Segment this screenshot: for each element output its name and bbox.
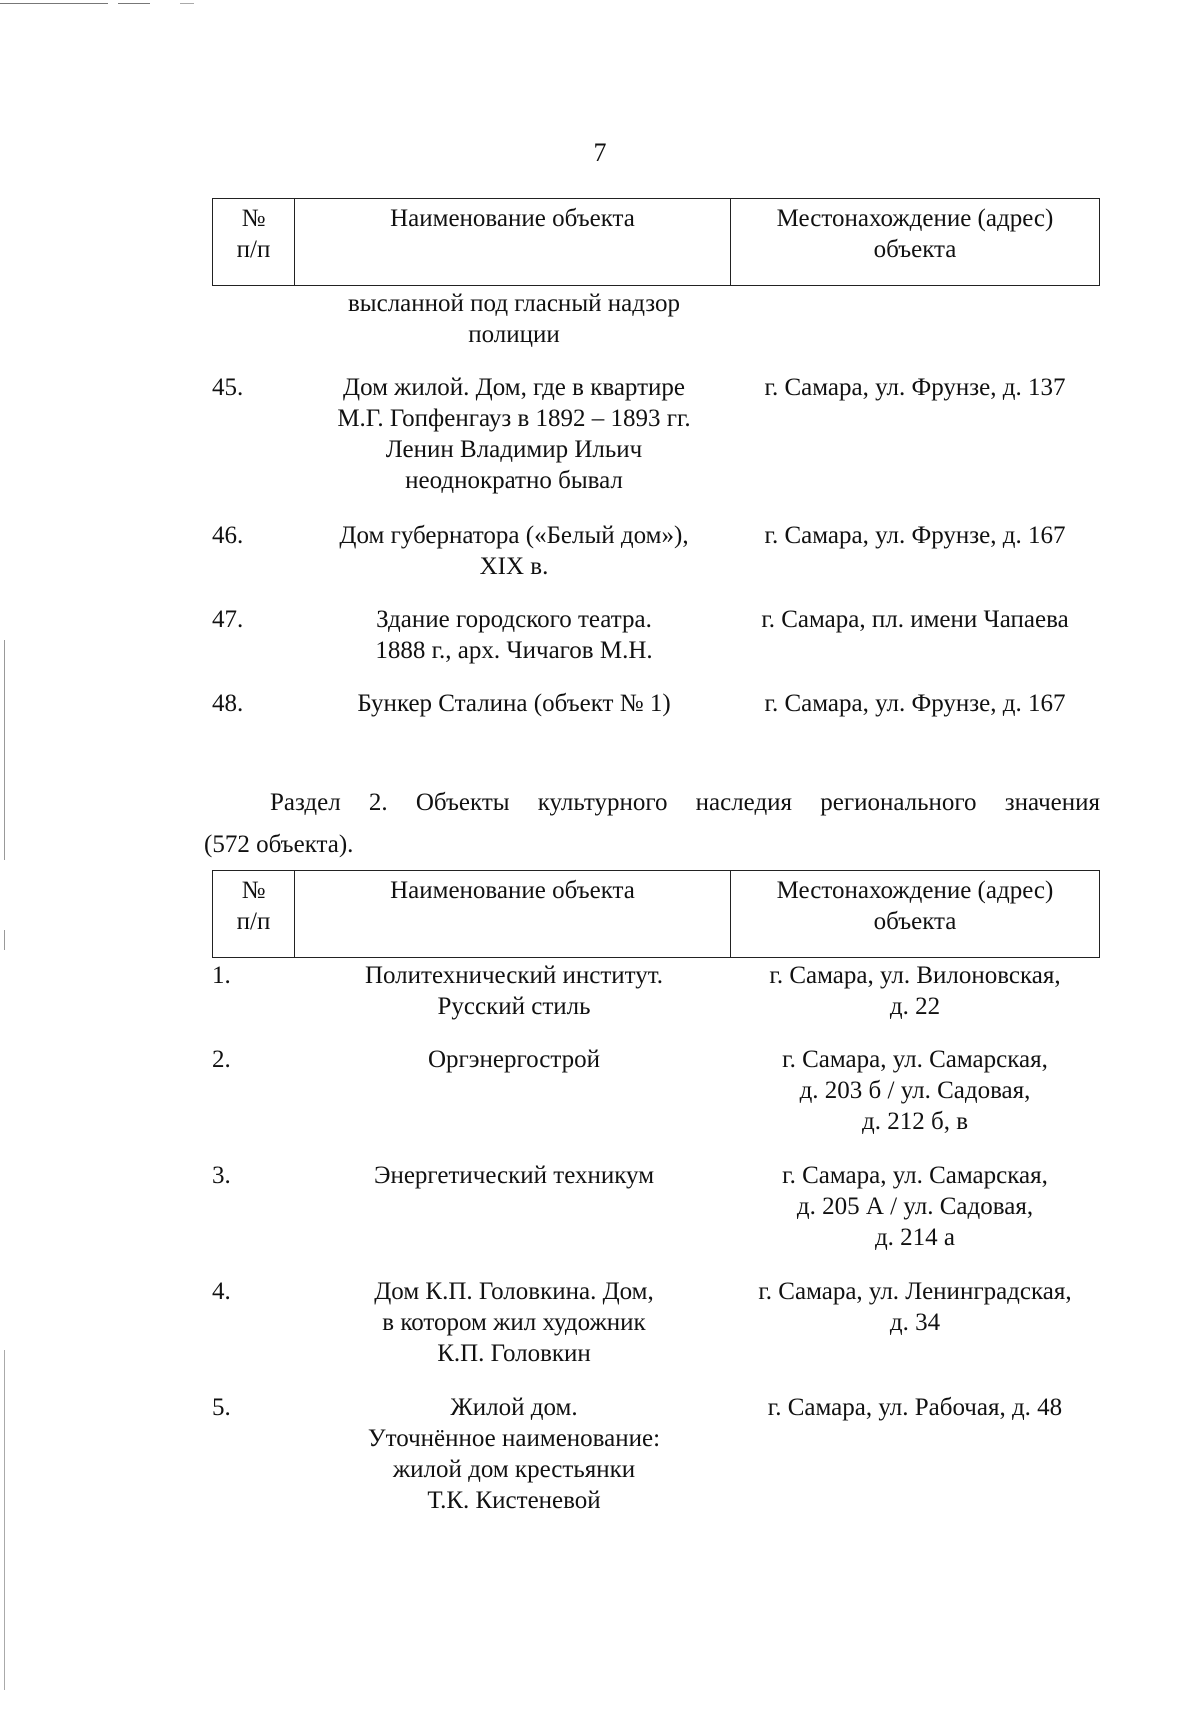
row-1-address: г. Самара, ул. Вилоновская, д. 22: [769, 962, 1061, 1020]
table1-header: [212, 198, 1100, 286]
section-2-heading: [204, 782, 1100, 866]
row-46-address: г. Самара, ул. Фрунзе, д. 167: [764, 522, 1066, 549]
header-address-2: [731, 871, 1099, 957]
table2-header: [212, 870, 1100, 958]
header-name-label: Наименование объекта: [390, 205, 635, 232]
scan-mark-top-2: [118, 3, 150, 4]
header-num-label: № п/п: [236, 205, 271, 263]
row-2-num: 2.: [212, 1046, 231, 1073]
row-5-name: Жилой дом. Уточнённое наименование: жилой дом крестьянки Т.К. Кистеневой: [367, 1394, 661, 1514]
page-number: 7: [593, 138, 607, 167]
row-5-address: г. Самара, ул. Рабочая, д. 48: [767, 1394, 1063, 1421]
header-num-label-2: № п/п: [236, 877, 271, 935]
row-45-name: Дом жилой. Дом, где в квартире М.Г. Гопфенгауз в 1892 – 1893 гг. Ленин Владимир Ильич неоднократно бывал: [337, 374, 691, 494]
header-name-label-2: Наименование объекта: [390, 877, 635, 904]
row-5-num: 5.: [212, 1394, 231, 1421]
row-4-num: 4.: [212, 1278, 231, 1305]
row-4-name: Дом К.П. Головкина. Дом, в котором жил художник К.П. Головкин: [374, 1278, 654, 1367]
header-num-2: [213, 871, 295, 957]
row-47-num: 47.: [212, 606, 244, 633]
row-47-address: г. Самара, пл. имени Чапаева: [761, 606, 1069, 633]
section-2-line2: (572 объекта).: [204, 831, 354, 858]
scan-mark-top-3: [180, 3, 194, 4]
row-4-address: г. Самара, ул. Ленинградская, д. 34: [758, 1278, 1072, 1336]
header-address-label-2: Местонахождение (адрес) объекта: [776, 877, 1054, 935]
scan-mark-left-1: [4, 640, 5, 860]
header-name: [295, 199, 731, 285]
row-45-num: 45.: [212, 374, 244, 401]
row-46-num: 46.: [212, 522, 244, 549]
row-45-address: г. Самара, ул. Фрунзе, д. 137: [764, 374, 1066, 401]
row-47-name: Здание городского театра. 1888 г., арх. Чичагов М.Н.: [375, 606, 653, 664]
section-2-line1: Раздел 2. Объекты культурного наследия регионального значения: [270, 789, 1100, 816]
scan-mark-left-3: [4, 1350, 5, 1690]
row-1-name: Политехнический институт. Русский стиль: [364, 962, 664, 1020]
row-46-name: Дом губернатора («Белый дом»), XIX в.: [339, 522, 689, 580]
row-1-num: 1.: [212, 962, 231, 989]
scan-mark-left-2: [4, 930, 5, 950]
row-3-num: 3.: [212, 1162, 231, 1189]
row-48-num: 48.: [212, 690, 244, 717]
row-48-address: г. Самара, ул. Фрунзе, д. 167: [764, 690, 1066, 717]
scan-mark-top: [0, 3, 108, 4]
header-address: [731, 199, 1099, 285]
row-3-address: г. Самара, ул. Самарская, д. 205 А / ул. Садовая, д. 214 а: [782, 1162, 1048, 1251]
row-3-name: Энергетический техникум: [373, 1162, 655, 1189]
header-address-label: Местонахождение (адрес) объекта: [776, 205, 1054, 263]
row-2-name: Оргэнергострой: [428, 1046, 600, 1073]
header-num: [213, 199, 295, 285]
row-48-name: Бункер Сталина (объект № 1): [357, 690, 671, 717]
row-2-address: г. Самара, ул. Самарская, д. 203 б / ул. Садовая, д. 212 б, в: [782, 1046, 1048, 1135]
continuation-text: высланной под гласный надзор полиции: [348, 290, 680, 348]
header-name-2: [295, 871, 731, 957]
